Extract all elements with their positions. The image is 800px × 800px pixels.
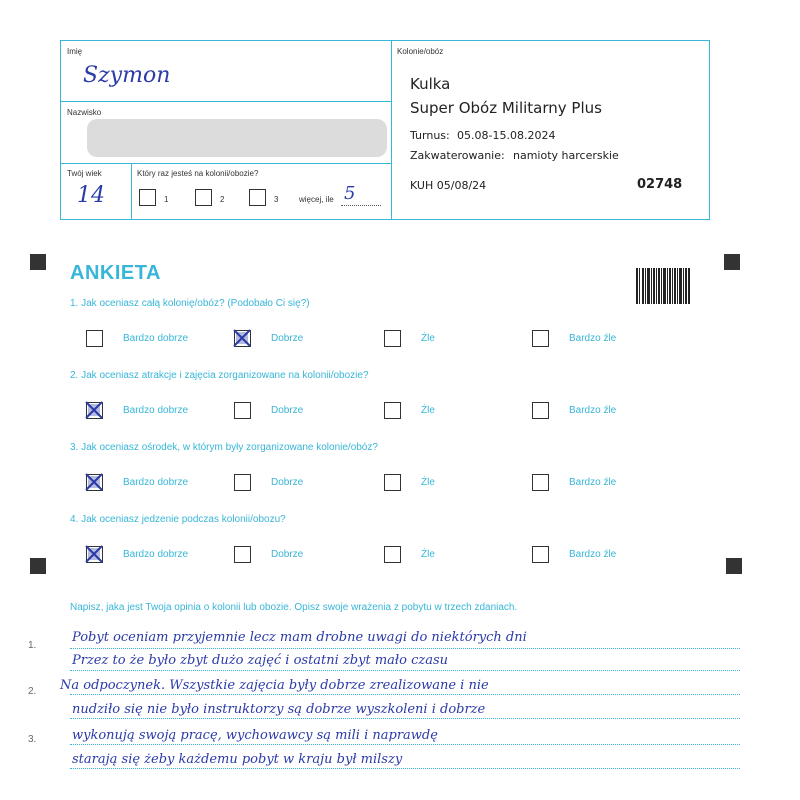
q3-check-mark [83,471,105,493]
times-option-1: 1 [164,195,169,204]
more-dotted-line [341,205,381,206]
q3-checkbox-4[interactable] [532,474,549,491]
q1-option-label-2: Dobrze [271,333,304,344]
camp-place: Kulka [410,75,451,93]
camp-name: Super Obóz Militarny Plus [410,99,602,117]
accommodation-label: Zakwaterowanie: [410,149,505,162]
registration-marker [724,254,740,270]
times-checkbox-2[interactable] [195,189,212,206]
handwritten-line[interactable]: nudziło się nie było instruktorzy są dobrze wyszkoleni i dobrze [72,702,486,717]
line-number-2: 2. [28,686,37,697]
times-label: Który raz jesteś na kolonii/obozie? [137,169,259,178]
q1-checkbox-1[interactable] [86,330,103,347]
more-value[interactable]: 5 [344,183,356,204]
q4-checkbox-2[interactable] [234,546,251,563]
header-form [60,40,710,220]
q1-checkbox-3[interactable] [384,330,401,347]
opinion-prompt: Napisz, jaka jest Twoja opinia o kolonii lub obozie. Opisz swoje wrażenia z pobytu w trzech zdaniach. [70,602,518,613]
q4-option-label-4: Bardzo źle [569,549,617,560]
registration-marker [726,558,742,574]
answer-line [70,670,740,671]
q4-checkbox-4[interactable] [532,546,549,563]
question-3: 3. Jak oceniasz ośrodek, w którym były zorganizowane kolonie/obóz? [70,442,378,453]
answer-line [70,718,740,719]
registration-marker [30,558,46,574]
age-label: Twój wiek [67,169,102,178]
q2-option-label-4: Bardzo źle [569,405,617,416]
q2-option-label-3: Źle [421,405,435,416]
question-1: 1. Jak oceniasz całą kolonię/obóz? (Podobało Ci się?) [70,298,310,309]
surname-label: Nazwisko [67,108,102,117]
q3-option-label-3: Źle [421,477,435,488]
handwritten-line[interactable]: Na odpoczynek. Wszystkie zajęcia były dobrze zrealizowane i nie [60,678,489,693]
answer-line [70,744,740,745]
times-checkbox-1[interactable] [139,189,156,206]
q3-option-label-2: Dobrze [271,477,304,488]
q1-check-mark [231,327,253,349]
form-number: 02748 [637,177,683,192]
camp-label: Kolonie/obóz [397,47,444,56]
barcode [636,268,690,304]
accommodation-value: namioty harcerskie [513,149,619,162]
q1-option-label-4: Bardzo źle [569,333,617,344]
q2-option-label-2: Dobrze [271,405,304,416]
answer-line [70,648,740,649]
handwritten-line[interactable]: starają się żeby każdemu pobyt w kraju był milszy [72,752,403,767]
times-option-2: 2 [220,195,225,204]
question-2: 2. Jak oceniasz atrakcje i zajęcia zorganizowane na kolonii/obozie? [70,370,369,381]
q4-checkbox-3[interactable] [384,546,401,563]
registration-marker [30,254,46,270]
q2-option-label-1: Bardzo dobrze [123,405,189,416]
q3-option-label-4: Bardzo źle [569,477,617,488]
camp-code: KUH 05/08/24 [410,179,487,192]
handwritten-line[interactable]: wykonują swoją pracę, wychowawcy są mili i naprawdę [72,728,438,743]
turnus-value: 05.08-15.08.2024 [457,129,556,142]
handwritten-line[interactable]: Przez to że było zbyt dużo zajęć i ostatni zbyt mało czasu [72,653,448,668]
q3-option-label-1: Bardzo dobrze [123,477,189,488]
turnus-label: Turnus: [410,129,450,142]
question-4: 4. Jak oceniasz jedzenie podczas kolonii/obozu? [70,514,286,525]
q3-checkbox-3[interactable] [384,474,401,491]
q1-option-label-1: Bardzo dobrze [123,333,189,344]
handwritten-line[interactable]: Pobyt oceniam przyjemnie lecz mam drobne uwagi do niektórych dni [72,630,527,645]
times-checkbox-3[interactable] [249,189,266,206]
first-name-value[interactable]: Szymon [83,63,171,88]
q4-option-label-2: Dobrze [271,549,304,560]
survey-title: ANKIETA [70,262,161,284]
times-option-3: 3 [274,195,279,204]
age-value[interactable]: 14 [77,183,105,208]
first-name-label: Imię [67,47,83,56]
q1-checkbox-4[interactable] [532,330,549,347]
more-label: więcej, ile [299,195,334,204]
q4-check-mark [83,543,105,565]
line-number-1: 1. [28,640,37,651]
q2-checkbox-4[interactable] [532,402,549,419]
surname-redacted [87,119,387,157]
line-number-3: 3. [28,734,37,745]
q3-checkbox-2[interactable] [234,474,251,491]
q4-option-label-1: Bardzo dobrze [123,549,189,560]
q2-check-mark [83,399,105,421]
q2-checkbox-2[interactable] [234,402,251,419]
q1-option-label-3: Źle [421,333,435,344]
q4-option-label-3: Źle [421,549,435,560]
answer-line [70,768,740,769]
answer-line [70,694,740,695]
q2-checkbox-3[interactable] [384,402,401,419]
